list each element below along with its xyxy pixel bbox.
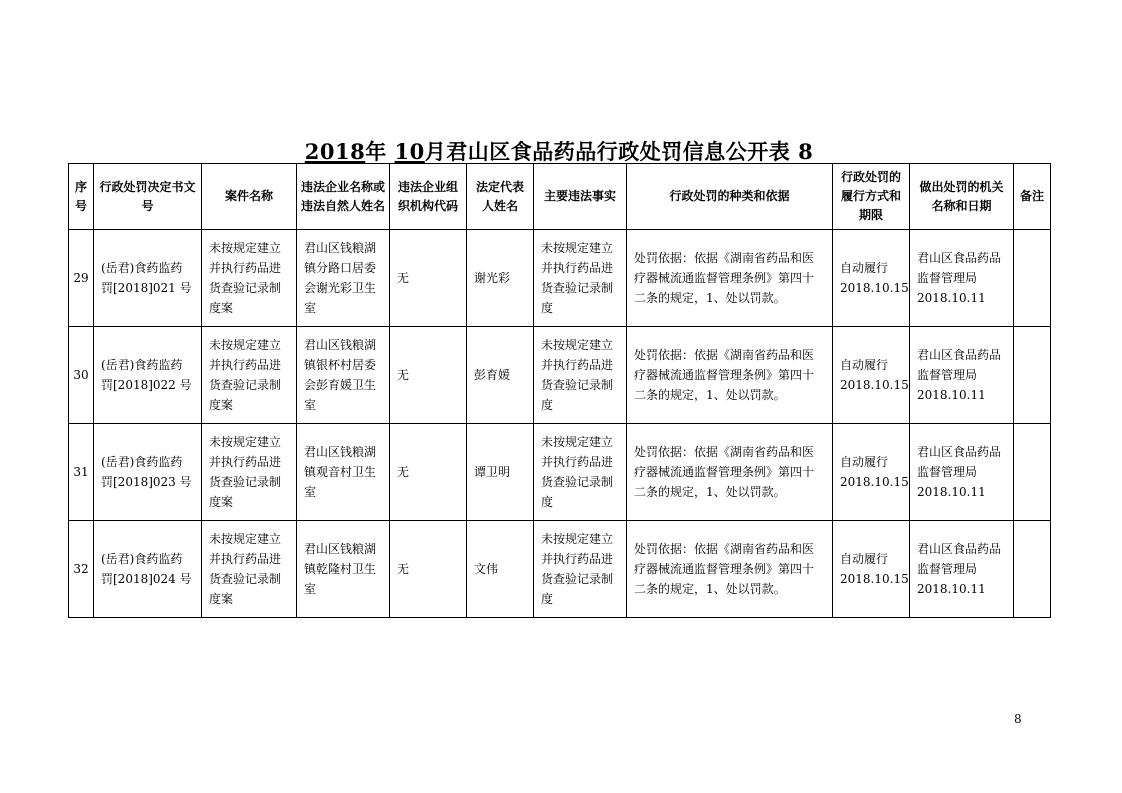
header-authority: 做出处罚的机关名称和日期 xyxy=(910,164,1014,230)
cell-penalty: 处罚依据：依据《湖南省药品和医疗器械流通监督管理条例》第四十二条的规定，1、处以罚款。 xyxy=(627,521,833,618)
cell-remark xyxy=(1014,521,1051,618)
cell-execution: 自动履行 2018.10.15 xyxy=(833,230,910,327)
cell-legal-rep: 文伟 xyxy=(467,521,534,618)
header-remark: 备注 xyxy=(1014,164,1051,230)
header-legal-rep: 法定代表人姓名 xyxy=(467,164,534,230)
cell-penalty: 处罚依据：依据《湖南省药品和医疗器械流通监督管理条例》第四十二条的规定，1、处以罚款。 xyxy=(627,230,833,327)
cell-penalty: 处罚依据：依据《湖南省药品和医疗器械流通监督管理条例》第四十二条的规定，1、处以罚款。 xyxy=(627,327,833,424)
cell-facts: 未按规定建立并执行药品进货查验记录制度 xyxy=(534,521,627,618)
cell-remark xyxy=(1014,230,1051,327)
cell-case-name: 未按规定建立并执行药品进货查验记录制度案 xyxy=(202,230,297,327)
cell-legal-rep: 彭育媛 xyxy=(467,327,534,424)
header-execution: 行政处罚的履行方式和期限 xyxy=(833,164,910,230)
cell-decision-no: (岳君)食药监药罚[2018]023 号 xyxy=(94,424,202,521)
cell-execution: 自动履行 2018.10.15 xyxy=(833,327,910,424)
cell-case-name: 未按规定建立并执行药品进货查验记录制度案 xyxy=(202,521,297,618)
cell-party-name: 君山区钱粮湖镇观音村卫生室 xyxy=(297,424,390,521)
cell-facts: 未按规定建立并执行药品进货查验记录制度 xyxy=(534,230,627,327)
cell-org-code: 无 xyxy=(390,424,467,521)
cell-org-code: 无 xyxy=(390,327,467,424)
title-month: 10 xyxy=(394,139,425,164)
cell-authority: 君山区食品药品监督管理局 2018.10.11 xyxy=(910,424,1014,521)
title-year-suffix: 年 xyxy=(365,139,387,164)
header-org-code: 违法企业组织机构代码 xyxy=(390,164,467,230)
title-year: 2018 xyxy=(304,139,366,164)
cell-decision-no: (岳君)食药监药罚[2018]021 号 xyxy=(94,230,202,327)
cell-penalty: 处罚依据：依据《湖南省药品和医疗器械流通监督管理条例》第四十二条的规定，1、处以罚款。 xyxy=(627,424,833,521)
cell-authority: 君山区食品药品监督管理局 2018.10.11 xyxy=(910,230,1014,327)
cell-case-name: 未按规定建立并执行药品进货查验记录制度案 xyxy=(202,327,297,424)
table-row xyxy=(69,327,1051,424)
table-header-row xyxy=(69,164,1051,230)
cell-remark xyxy=(1014,327,1051,424)
cell-seq: 29 xyxy=(69,230,94,327)
cell-legal-rep: 谭卫明 xyxy=(467,424,534,521)
cell-execution: 自动履行 2018.10.15 xyxy=(833,424,910,521)
cell-party-name: 君山区钱粮湖镇分路口居委会谢光彩卫生室 xyxy=(297,230,390,327)
penalty-table xyxy=(68,163,1051,618)
header-party-name: 违法企业名称或违法自然人姓名 xyxy=(297,164,390,230)
cell-remark xyxy=(1014,424,1051,521)
header-decision-no: 行政处罚决定书文号 xyxy=(94,164,202,230)
cell-facts: 未按规定建立并执行药品进货查验记录制度 xyxy=(534,327,627,424)
cell-execution: 自动履行 2018.10.15 xyxy=(833,521,910,618)
title-page-ref: 8 xyxy=(798,139,814,164)
cell-seq: 32 xyxy=(69,521,94,618)
cell-authority: 君山区食品药品监督管理局 2018.10.11 xyxy=(910,521,1014,618)
header-facts: 主要违法事实 xyxy=(534,164,627,230)
table-row xyxy=(69,521,1051,618)
cell-seq: 30 xyxy=(69,327,94,424)
table-row xyxy=(69,424,1051,521)
header-case-name: 案件名称 xyxy=(202,164,297,230)
page-title xyxy=(68,136,1050,166)
table-row xyxy=(69,230,1051,327)
page-number: 8 xyxy=(1014,712,1022,726)
cell-party-name: 君山区钱粮湖镇银杯村居委会彭育媛卫生室 xyxy=(297,327,390,424)
cell-seq: 31 xyxy=(69,424,94,521)
cell-facts: 未按规定建立并执行药品进货查验记录制度 xyxy=(534,424,627,521)
cell-decision-no: (岳君)食药监药罚[2018]022 号 xyxy=(94,327,202,424)
cell-case-name: 未按规定建立并执行药品进货查验记录制度案 xyxy=(202,424,297,521)
title-text: 月君山区食品药品行政处罚信息公开表 xyxy=(424,139,791,164)
cell-org-code: 无 xyxy=(390,521,467,618)
cell-legal-rep: 谢光彩 xyxy=(467,230,534,327)
cell-party-name: 君山区钱粮湖镇乾隆村卫生室 xyxy=(297,521,390,618)
header-seq: 序号 xyxy=(69,164,94,230)
cell-decision-no: (岳君)食药监药罚[2018]024 号 xyxy=(94,521,202,618)
cell-authority: 君山区食品药品监督管理局 2018.10.11 xyxy=(910,327,1014,424)
cell-org-code: 无 xyxy=(390,230,467,327)
header-penalty: 行政处罚的种类和依据 xyxy=(627,164,833,230)
